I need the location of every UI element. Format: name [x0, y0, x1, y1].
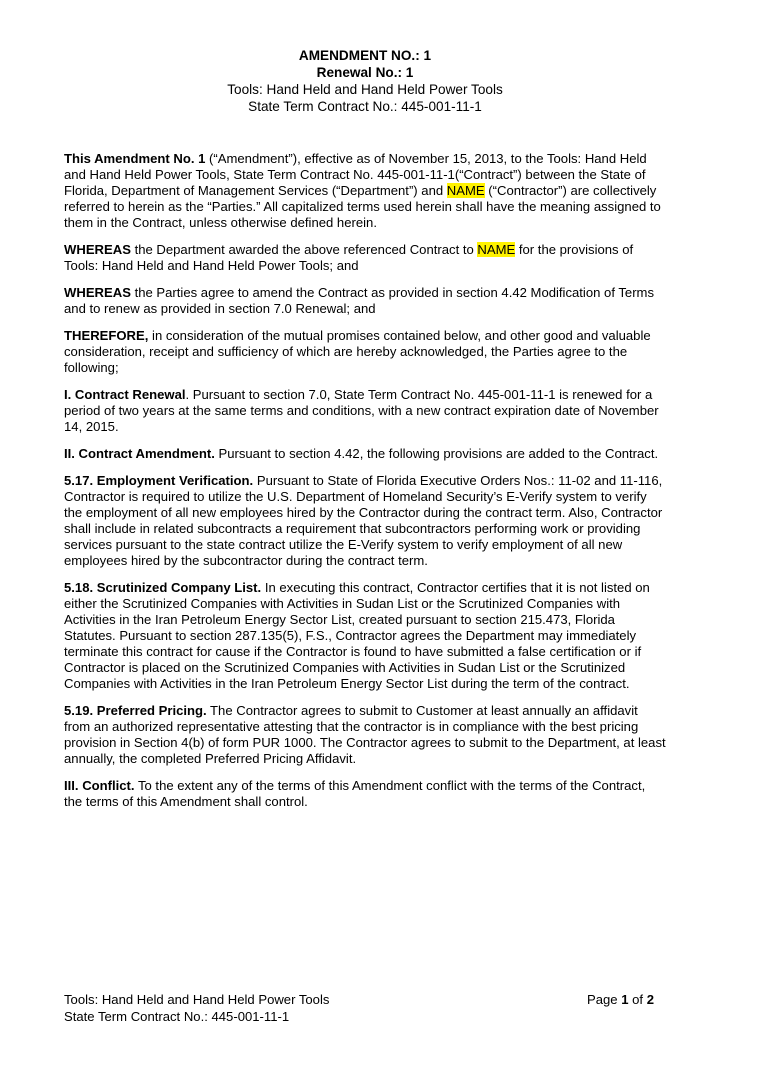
section-conflict [64, 778, 666, 810]
section-517-heading: 5.17. Employment Verification. [64, 473, 254, 488]
contract-number: State Term Contract No.: 445-001-11-1 [248, 99, 482, 114]
section-519-heading: 5.19. Preferred Pricing. [64, 703, 207, 718]
page-mid: of [628, 992, 647, 1007]
contractor-name-highlight: NAME [477, 242, 516, 257]
document-header [64, 47, 666, 115]
whereas-paragraph-2 [64, 285, 666, 317]
section-3-text: To the extent any of the terms of this Amendment conflict with the terms of the Contract, the terms of this Amendment shall control. [64, 778, 646, 809]
section-preferred-pricing [64, 703, 666, 767]
whereas-1-text-1: the Department awarded the above referenced Contract to [130, 242, 478, 257]
section-contract-amendment [64, 446, 666, 462]
whereas-1-text-2: for the provisions of Tools: Hand Held and Hand Held Power Tools; and [64, 242, 634, 273]
intro-lead: This Amendment No. 1 [64, 151, 206, 166]
intro-paragraph [64, 151, 666, 231]
section-518-heading: 5.18. Scrutinized Company List. [64, 580, 262, 595]
section-1-heading: I. Contract Renewal [64, 387, 186, 402]
therefore-lead: THEREFORE, [64, 328, 149, 343]
page-prefix: Page [586, 992, 622, 1007]
intro-text-1: (“Amendment”), effective as of November 15, 2013, to the Tools: Hand Held and Hand Held Power Tools, State Term Contract No. 445-001-11-1(“Contract”) between the State of Florida, Department of Management Services (“Department”) and [64, 151, 647, 198]
contractor-name-highlight: NAME [446, 183, 485, 198]
page-current: 1 [621, 992, 629, 1007]
whereas-2-text: the Parties agree to amend the Contract as provided in section 4.42 Modification of Terms and to renew as provided in section 7.0 Renewal; and [64, 285, 655, 316]
page-footer [64, 991, 654, 1025]
section-3-heading: III. Conflict. [64, 778, 135, 793]
section-2-text: Pursuant to section 4.42, the following provisions are added to the Contract. [214, 446, 659, 461]
section-1-text: . Pursuant to section 7.0, State Term Contract No. 445-001-11-1 is renewed for a period of two years at the same terms and conditions, with a new contract expiration date of November 14, 2015. [64, 387, 659, 434]
footer-contract-title: Tools: Hand Held and Hand Held Power Tools [64, 992, 330, 1007]
intro-text-2: (“Contractor”) are collectively referred to herein as the “Parties.” All capitalized terms used herein shall have the meaning assigned to them in the Contract, unless otherwise defined herein. [64, 183, 661, 230]
section-517-text: Pursuant to State of Florida Executive Orders Nos.: 11-02 and 11-116, Contractor is required to utilize the U.S. Department of Homeland Security’s E-Verify system to verify the employment of all new employees hired by the Contractor during the contract term. Also, Contractor shall include in related subcontracts a requirement that subcontractors performing work or providing services pursuant to the state contract utilize the E-Verify system to verify employment of all new employees hired by the subcontractor during the contract term. [64, 473, 663, 568]
section-scrutinized-company-list [64, 580, 666, 692]
section-519-text: The Contractor agrees to submit to Customer at least annually an affidavit from an authorized representative attesting that the contractor is in compliance with the best pricing provision in Section 4(b) of form PUR 1000. The Contractor agrees to submit to the Department, at least annually, the completed Preferred Pricing Affidavit. [64, 703, 666, 766]
page-number [587, 991, 654, 1008]
therefore-text: in consideration of the mutual promises contained below, and other good and valuable consideration, receipt and sufficiency of which are hereby acknowledged, the Parties agree to the following; [64, 328, 651, 375]
whereas-paragraph-1 [64, 242, 666, 274]
whereas-1-lead: WHEREAS [64, 242, 131, 257]
whereas-2-lead: WHEREAS [64, 285, 131, 300]
renewal-number: Renewal No.: 1 [316, 65, 414, 80]
therefore-paragraph [64, 328, 666, 376]
footer-contract-number: State Term Contract No.: 445-001-11-1 [64, 1009, 290, 1024]
contract-title: Tools: Hand Held and Hand Held Power Tools [227, 82, 503, 97]
page-total: 2 [646, 992, 654, 1007]
section-518-text: In executing this contract, Contractor certifies that it is not listed on either the Scrutinized Companies with Activities in Sudan List or the Scrutinized Companies with Activities in the Iran Petroleum Energy Sector List, created pursuant to section 215.473, Florida Statutes. Pursuant to section 287.135(5), F.S., Contractor agrees the Department may immediately terminate this contract for cause if the Contractor is found to have submitted a false certification or if Contractor is placed on the Scrutinized Companies with Activities in Sudan List or the Scrutinized Companies with Activities in the Iran Petroleum Energy Sector List during the term of the contract. [64, 580, 650, 691]
section-contract-renewal [64, 387, 666, 435]
section-employment-verification [64, 473, 666, 569]
document-page [0, 47, 770, 1071]
section-2-heading: II. Contract Amendment. [64, 446, 215, 461]
amendment-number: AMENDMENT NO.: 1 [298, 48, 432, 63]
